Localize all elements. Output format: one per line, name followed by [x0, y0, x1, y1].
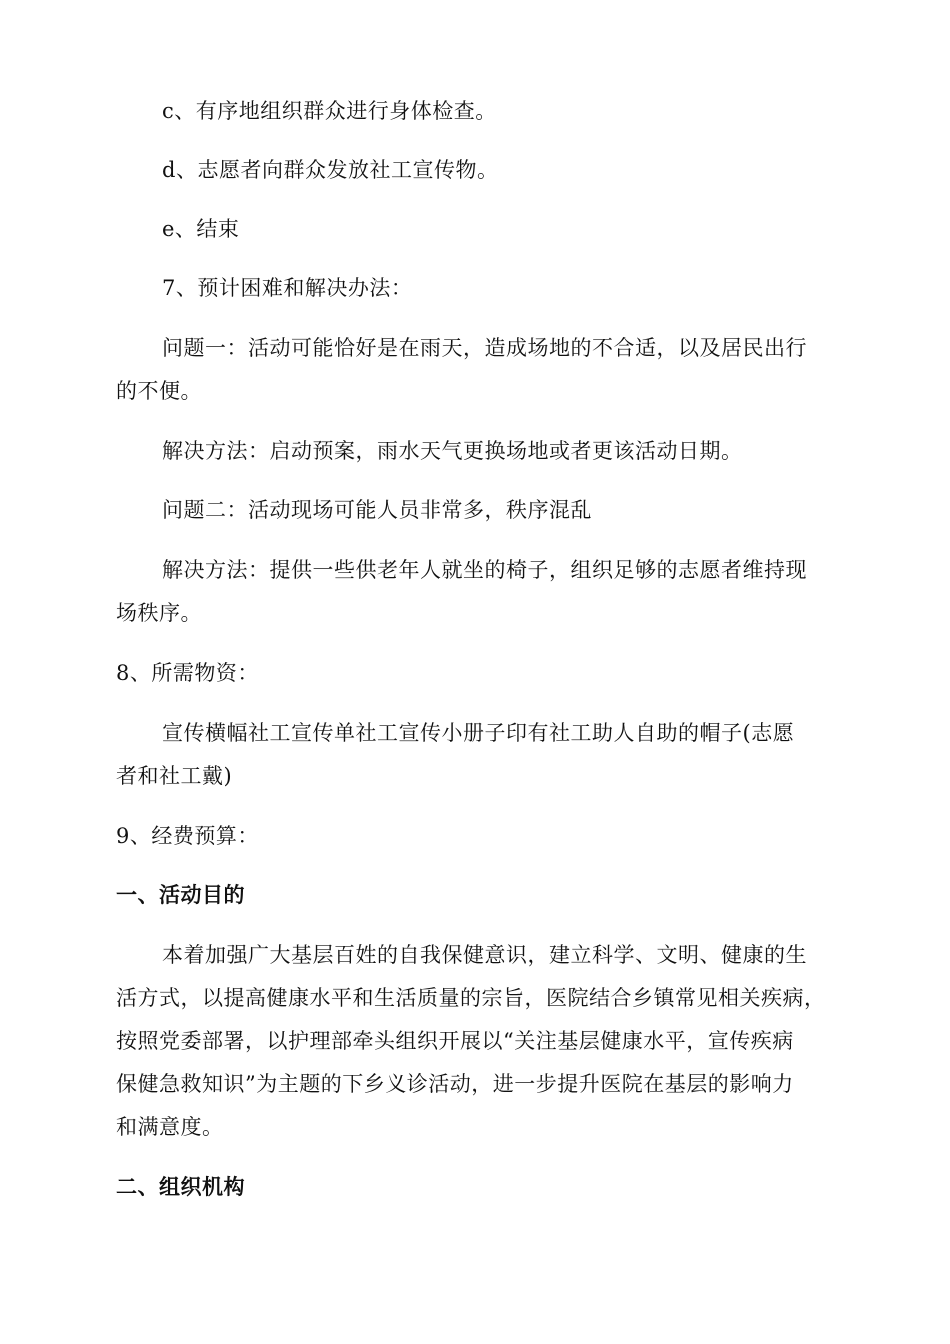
purpose-line-3: 按照党委部署，以护理部牵头组织开展以“关注基层健康水平，宣传疾病 [116, 1029, 794, 1053]
materials-line-1: 宣传横幅社工宣传单社工宣传小册子印有社工助人自助的帽子(志愿 [162, 721, 795, 745]
purpose-line-1: 本着加强广大基层百姓的自我保健意识，建立科学、文明、健康的生 [162, 943, 807, 967]
heading-organization: 二、组织机构 [116, 1175, 245, 1199]
materials-line-2: 者和社工戴) [116, 764, 233, 788]
heading-activity-purpose: 一、活动目的 [116, 883, 245, 907]
step-e-line: e、结束 [162, 217, 240, 241]
problem-1-line-1: 问题一：活动可能恰好是在雨天，造成场地的不合适，以及居民出行 [162, 336, 807, 360]
problem-2-line: 问题二：活动现场可能人员非常多，秩序混乱 [162, 498, 592, 522]
solution-2-line-1: 解决方法：提供一些供老年人就坐的椅子，组织足够的志愿者维持现 [162, 558, 807, 582]
purpose-line-4: 保健急救知识”为主题的下乡义诊活动，进一步提升医院在基层的影响力 [116, 1072, 794, 1096]
step-c-line: c、有序地组织群众进行身体检查。 [162, 99, 497, 123]
section-7-heading: 7、预计困难和解决办法： [162, 276, 413, 300]
section-8-heading: 8、所需物资： [116, 661, 259, 685]
solution-2-line-2: 场秩序。 [116, 601, 202, 625]
section-9-heading: 9、经费预算： [116, 824, 259, 848]
purpose-line-5: 和满意度。 [116, 1115, 224, 1139]
purpose-line-2: 活方式，以提高健康水平和生活质量的宗旨，医院结合乡镇常见相关疾病， [116, 986, 826, 1010]
problem-1-line-2: 的不便。 [116, 379, 202, 403]
solution-1-line: 解决方法：启动预案，雨水天气更换场地或者更该活动日期。 [162, 439, 743, 463]
step-d-line: d、志愿者向群众发放社工宣传物。 [162, 158, 499, 182]
